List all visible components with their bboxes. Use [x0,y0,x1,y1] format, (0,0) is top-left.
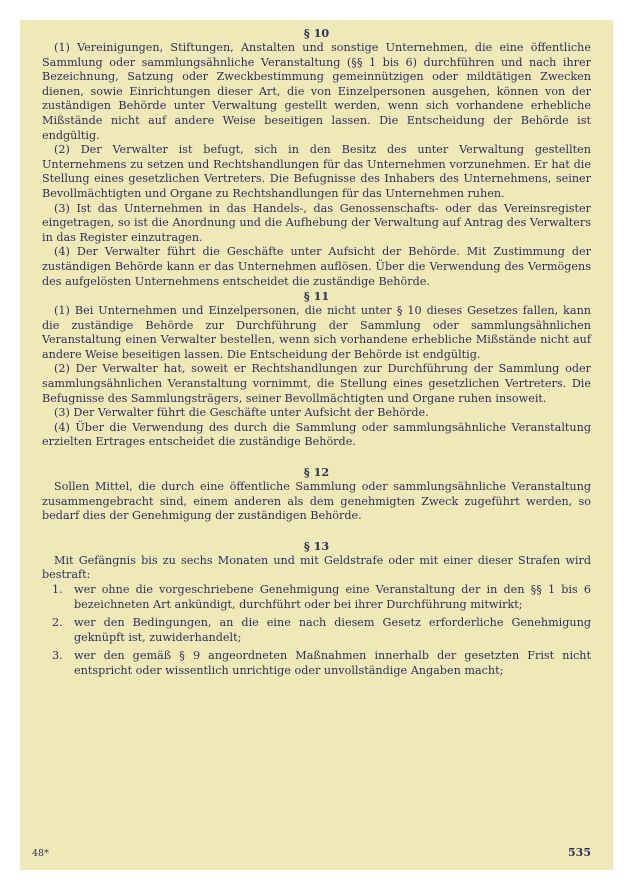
section-11-paragraph-2: (2) Der Verwalter hat, soweit er Rechtshandlungen zur Durchführung der Sammlung oder sammlungsähnlichen Veranstaltung vornimmt, die Stellung eines gesetzlichen Vertreters. Die Befugnisse des Sammlungsträgers, seiner Bevollmächtigten und Organe ruhen insoweit. [42,362,591,405]
penalty-list [42,583,591,679]
list-item-text: wer den gemäß § 9 angeordneten Maßnahmen innerhalb der gesetzten Frist nicht entspricht oder wissentlich unrichtige oder unvollständige Angaben macht; [74,649,591,677]
section-13-intro: Mit Gefängnis bis zu sechs Monaten und mit Geldstrafe oder mit einer dieser Strafen wird bestraft: [42,553,591,582]
list-item-number: 2. [52,616,63,630]
list-item-number: 3. [52,649,63,663]
section-10-paragraph-1: (1) Vereinigungen, Stiftungen, Anstalten und sonstige Unternehmen, die eine öffentliche Sammlung oder sammlungsähnliche Veranstaltung (§§ 1 bis 6) durchführen und nach ihrer Bezeichnung, Satzung oder Zweckbestimmung gemeinnützigen oder mildtätigen Zwecken dienen, sowie Einrichtungen dieser Art, die von Einzelpersonen ausgehen, können von der zuständigen Behörde unter Verwaltung gestellt werden, wenn sich vorhandene erhebliche Mißstände nicht auf andere Weise beseitigen lassen. Die Entscheidung der Behörde ist endgültig. [42,41,591,142]
list-item [42,649,591,678]
page-footer [32,846,591,862]
section-11-paragraph-4: (4) Über die Verwendung des durch die Sammlung oder sammlungsähnliche Veranstaltung erzielten Ertrages entscheidet die zuständige Behörde. [42,420,591,449]
list-item-text: wer ohne die vorgeschriebene Genehmigung eine Veranstaltung der in den §§ 1 bis 6 bezeichneten Art ankündigt, durchführt oder bei ihrer Durchführung mitwirkt; [74,583,591,611]
section-10-paragraph-4: (4) Der Verwalter führt die Geschäfte unter Aufsicht der Behörde. Mit Zustimmung der zuständigen Behörde kann er das Unternehmen auflösen. Über die Verwendung des Vermögens des aufgelösten Unternehmens entscheidet die zuständige Behörde. [42,245,591,288]
section-13-title: § 13 [303,538,330,553]
section-12-title: § 12 [303,465,330,480]
spacer [42,524,591,539]
list-item-text: wer den Bedingungen, an die eine nach diesem Gesetz erforderliche Genehmigung geknüpft ist, zuwiderhandelt; [74,616,591,644]
spacer [42,450,591,465]
page-number: 535 [568,846,591,859]
section-10-paragraph-3: (3) Ist das Unternehmen in das Handels-, das Genossenschafts- oder das Vereinsregister eingetragen, so ist die Anordnung und die Aufhebung der Verwaltung auf Antrag des Verwalters in das Register einzutragen. [42,201,591,244]
section-11-paragraph-3: (3) Der Verwalter führt die Geschäfte unter Aufsicht der Behörde. [54,406,429,420]
section-10-title: § 10 [303,26,330,40]
list-item [42,583,591,612]
section-11-title: § 11 [303,289,330,304]
section-11-paragraph-1: (1) Bei Unternehmen und Einzelpersonen, die nicht unter § 10 dieses Gesetzes fallen, kann die zuständige Behörde zur Durchführung der Sammlung oder sammlungsähnlichen Veranstaltung einen Verwalter bestellen, wenn sich vorhandene erhebliche Mißstände nicht auf andere Weise beseitigen lassen. Die Entscheidung der Behörde ist endgültig. [42,304,591,361]
list-item [42,616,591,645]
section-10-paragraph-2: (2) Der Verwalter ist befugt, sich in den Besitz des unter Verwaltung gestellten Unternehmens zu setzen und Rechtshandlungen für das Unternehmen vorzunehmen. Er hat die Stellung eines gesetzlichen Vertreters. Die Befugnisse des Inhabers des Unternehmens, seiner Bevollmächtigten und Organe zu Rechtshandlungen für das Unternehmen ruhen. [42,143,591,200]
printer-signature: 48* [32,848,49,859]
list-item-number: 1. [52,583,63,596]
document-page [20,20,613,870]
section-12-paragraph-1: Sollen Mittel, die durch eine öffentliche Sammlung oder sammlungsähnliche Veranstaltung zusammengebracht sind, einem anderen als dem genehmigten Zweck zugeführt werden, so bedarf dies der Genehmigung der zuständigen Behörde. [42,480,591,523]
